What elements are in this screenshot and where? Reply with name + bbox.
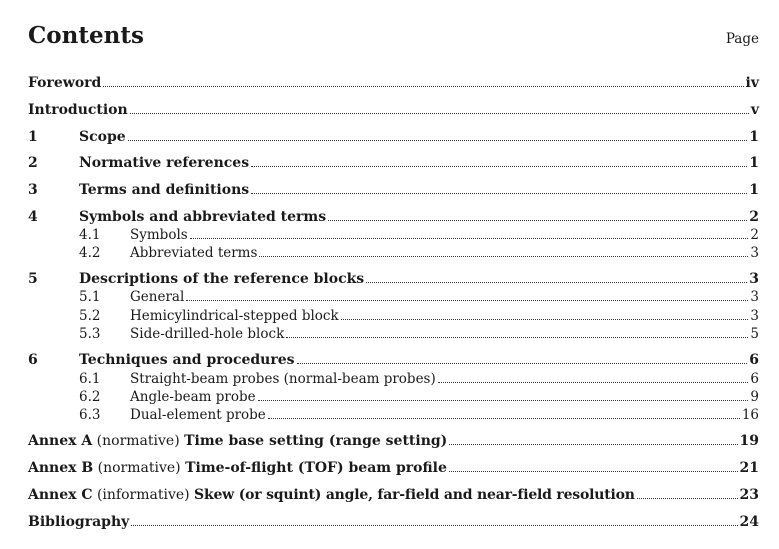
leader-dots	[259, 256, 748, 257]
toc-entry-annex-b[interactable]	[28, 459, 759, 477]
toc-entry-label: Symbols	[130, 227, 188, 243]
annex-prefix: Annex B	[28, 460, 94, 476]
toc-entry-page: 2	[750, 227, 759, 243]
page-column-label: Page	[725, 31, 759, 47]
toc-entry-number: 2	[28, 155, 38, 171]
toc-entry-foreword[interactable]	[28, 74, 759, 92]
toc-entry-page: 1	[749, 129, 759, 145]
toc-entry-label: Angle-beam probe	[130, 389, 256, 405]
toc-entry-page: 23	[739, 487, 759, 503]
toc-entry-page: 3	[750, 245, 759, 261]
toc-entry-label: Foreword	[28, 75, 102, 91]
toc-entry-label: Hemicylindrical-stepped block	[130, 308, 339, 324]
page-title: Contents	[28, 22, 144, 49]
toc-entry-number: 6.1	[79, 371, 101, 387]
toc-entry-annex-c[interactable]	[28, 486, 759, 504]
toc-entry-number: 5.1	[79, 289, 101, 305]
leader-dots	[637, 498, 738, 499]
toc-entry-number: 1	[28, 129, 38, 145]
leader-dots	[251, 166, 747, 167]
toc-entry-label: Symbols and abbreviated terms	[79, 209, 327, 225]
toc-entry-bibliography[interactable]	[28, 513, 759, 531]
toc-entry-number: 6	[28, 352, 38, 368]
leader-dots	[258, 400, 749, 401]
leader-dots	[190, 238, 749, 239]
toc-entry-page: 24	[739, 514, 759, 530]
annex-prefix: Annex C	[28, 487, 93, 503]
leader-dots	[130, 113, 749, 114]
toc-entry-number: 4	[28, 209, 38, 225]
toc-entry-number: 4.2	[79, 245, 101, 261]
toc-entry-normative-references[interactable]	[28, 154, 759, 172]
toc-entry-techniques-procedures[interactable]	[28, 351, 759, 369]
toc-entry-label: Descriptions of the reference blocks	[79, 271, 365, 287]
toc-entry-side-drilled-block[interactable]	[28, 325, 759, 343]
toc-entry-symbols[interactable]	[28, 226, 759, 244]
annex-prefix: Annex A	[28, 433, 93, 449]
leader-dots	[366, 282, 747, 283]
toc-entry-page: 3	[750, 308, 759, 324]
leader-dots	[268, 418, 740, 419]
leader-dots	[341, 319, 749, 320]
leader-dots	[286, 337, 748, 338]
leader-dots	[449, 471, 738, 472]
toc-entry-page: 19	[739, 433, 759, 449]
toc-entry-label: Straight-beam probes (normal-beam probes)	[130, 371, 436, 387]
toc-entry-terms-definitions[interactable]	[28, 181, 759, 199]
annex-type: (informative)	[96, 487, 190, 503]
toc-entry-number: 6.3	[79, 407, 101, 423]
toc-entry-page: 16	[741, 407, 759, 423]
toc-entry-number: 4.1	[79, 227, 101, 243]
toc-entry-page: 6	[750, 371, 759, 387]
toc-entry-reference-blocks[interactable]	[28, 270, 759, 288]
leader-dots	[131, 525, 737, 526]
toc-entry-page: 1	[749, 182, 759, 198]
toc-entry-page: 6	[749, 352, 759, 368]
toc-entry-page: 2	[749, 209, 759, 225]
toc-entry-label: Bibliography	[28, 514, 130, 530]
toc-entry-label: Normative references	[79, 155, 250, 171]
toc-entry-general[interactable]	[28, 288, 759, 306]
toc-entry-page: 3	[749, 271, 759, 287]
leader-dots	[328, 220, 747, 221]
annex-title: Time-of-flight (TOF) beam profile	[185, 460, 447, 476]
toc-entry-dual-element[interactable]	[28, 406, 759, 424]
toc-entry-page: v	[750, 102, 759, 118]
toc-entry-label: Scope	[79, 129, 126, 145]
toc-entry-number: 5.3	[79, 326, 101, 342]
toc-entry-introduction[interactable]	[28, 101, 759, 119]
toc-entry-number: 5.2	[79, 308, 101, 324]
toc-entry-abbreviated-terms[interactable]	[28, 244, 759, 262]
leader-dots	[297, 363, 748, 364]
leader-dots	[128, 140, 748, 141]
toc-entry-page: iv	[745, 75, 759, 91]
toc-entry-page: 21	[739, 460, 759, 476]
leader-dots	[449, 444, 737, 445]
toc-entry-label: Dual-element probe	[130, 407, 266, 423]
toc-entry-label: Side-drilled-hole block	[130, 326, 285, 342]
toc-entry-straight-beam[interactable]	[28, 370, 759, 388]
toc-entry-angle-beam[interactable]	[28, 388, 759, 406]
toc-entry-annex-a[interactable]	[28, 432, 759, 450]
toc-entry-symbols-abbreviated[interactable]	[28, 208, 759, 226]
annex-type: (normative)	[97, 460, 181, 476]
leader-dots	[186, 300, 748, 301]
toc-entry-label: General	[130, 289, 185, 305]
toc-entry-page: 1	[749, 155, 759, 171]
toc-entry-page: 5	[750, 326, 759, 342]
toc-entry-label: Techniques and procedures	[79, 352, 295, 368]
toc-entry-hemicylindrical-block[interactable]	[28, 307, 759, 325]
toc-entry-number: 6.2	[79, 389, 101, 405]
leader-dots	[438, 382, 749, 383]
toc-entry-label: Introduction	[28, 102, 128, 118]
leader-dots	[251, 193, 747, 194]
toc-entry-number: 3	[28, 182, 38, 198]
annex-title: Skew (or squint) angle, far-field and near-field resolution	[194, 487, 635, 503]
leader-dots	[103, 86, 743, 87]
toc-entry-number: 5	[28, 271, 38, 287]
toc-entry-label: Abbreviated terms	[130, 245, 258, 261]
toc-entry-label: Terms and definitions	[79, 182, 250, 198]
annex-title: Time base setting (range setting)	[184, 433, 448, 449]
annex-type: (normative)	[96, 433, 180, 449]
toc-entry-page: 9	[750, 389, 759, 405]
toc-entry-page: 3	[750, 289, 759, 305]
toc-entry-scope[interactable]	[28, 128, 759, 146]
